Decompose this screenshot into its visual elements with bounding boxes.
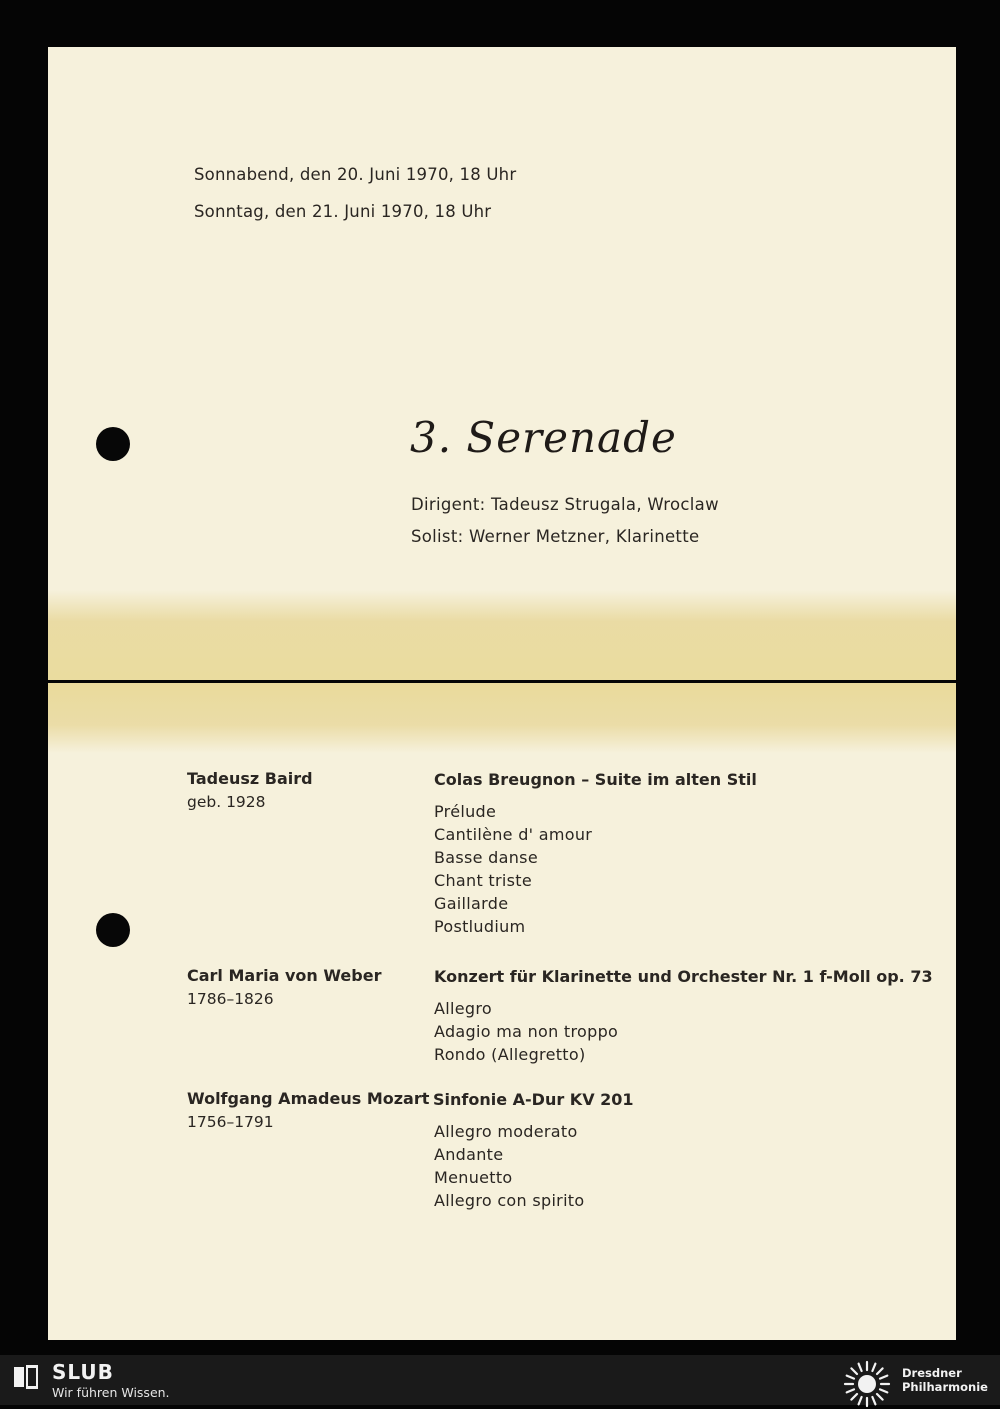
movement-list bbox=[434, 1120, 584, 1212]
work-title: Sinfonie A-Dur KV 201 bbox=[433, 1090, 634, 1109]
program-title: 3. Serenade bbox=[410, 413, 677, 462]
punch-hole-icon bbox=[96, 913, 130, 947]
movement-item: Prélude bbox=[434, 802, 497, 821]
movement-item: Menuetto bbox=[434, 1168, 513, 1187]
composer-name: Tadeusz Baird bbox=[187, 769, 313, 788]
slub-tagline: Wir führen Wissen. bbox=[52, 1385, 170, 1400]
slub-logo-icon[interactable] bbox=[12, 1363, 40, 1391]
fold-stain-bottom bbox=[48, 683, 956, 753]
movement-item: Adagio ma non troppo bbox=[434, 1022, 619, 1041]
dresdner-philharmonie-logo-icon[interactable] bbox=[842, 1359, 892, 1409]
work-title: Colas Breugnon – Suite im alten Stil bbox=[434, 770, 757, 789]
program-sheet-bottom bbox=[48, 683, 956, 1340]
movement-item: Rondo (Allegretto) bbox=[434, 1045, 586, 1064]
slub-name[interactable]: SLUB bbox=[52, 1360, 114, 1384]
fold-stain-top bbox=[48, 590, 956, 680]
movement-item: Allegro con spirito bbox=[434, 1191, 585, 1210]
punch-hole-icon bbox=[96, 427, 130, 461]
movement-item: Chant triste bbox=[434, 871, 532, 890]
date-line-1: Sonnabend, den 20. Juni 1970, 18 Uhr bbox=[194, 165, 517, 184]
composer-years: 1756–1791 bbox=[187, 1113, 274, 1131]
dresdner-philharmonie-name[interactable] bbox=[902, 1366, 988, 1394]
dp-name-line-2: Philharmonie bbox=[902, 1380, 988, 1394]
footer-bar bbox=[0, 1355, 1000, 1405]
movement-item: Andante bbox=[434, 1145, 504, 1164]
movement-item: Allegro bbox=[434, 999, 492, 1018]
date-line-2: Sonntag, den 21. Juni 1970, 18 Uhr bbox=[194, 202, 492, 221]
movement-item: Allegro moderato bbox=[434, 1122, 578, 1141]
conductor-line: Dirigent: Tadeusz Strugala, Wroclaw bbox=[411, 495, 719, 514]
soloist-line: Solist: Werner Metzner, Klarinette bbox=[411, 527, 700, 546]
composer-years: 1786–1826 bbox=[187, 990, 274, 1008]
program-sheet-top bbox=[48, 47, 956, 680]
movement-item: Basse danse bbox=[434, 848, 538, 867]
movement-item: Gaillarde bbox=[434, 894, 509, 913]
movement-list bbox=[434, 997, 618, 1066]
movement-item: Postludium bbox=[434, 917, 526, 936]
composer-name: Wolfgang Amadeus Mozart bbox=[187, 1089, 430, 1108]
composer-name: Carl Maria von Weber bbox=[187, 966, 382, 985]
movement-list bbox=[434, 800, 592, 938]
work-title: Konzert für Klarinette und Orchester Nr. 1 f-Moll op. 73 bbox=[434, 967, 933, 986]
movement-item: Cantilène d' amour bbox=[434, 825, 593, 844]
composer-years: geb. 1928 bbox=[187, 793, 266, 811]
dp-name-line-1: Dresdner bbox=[902, 1366, 962, 1380]
